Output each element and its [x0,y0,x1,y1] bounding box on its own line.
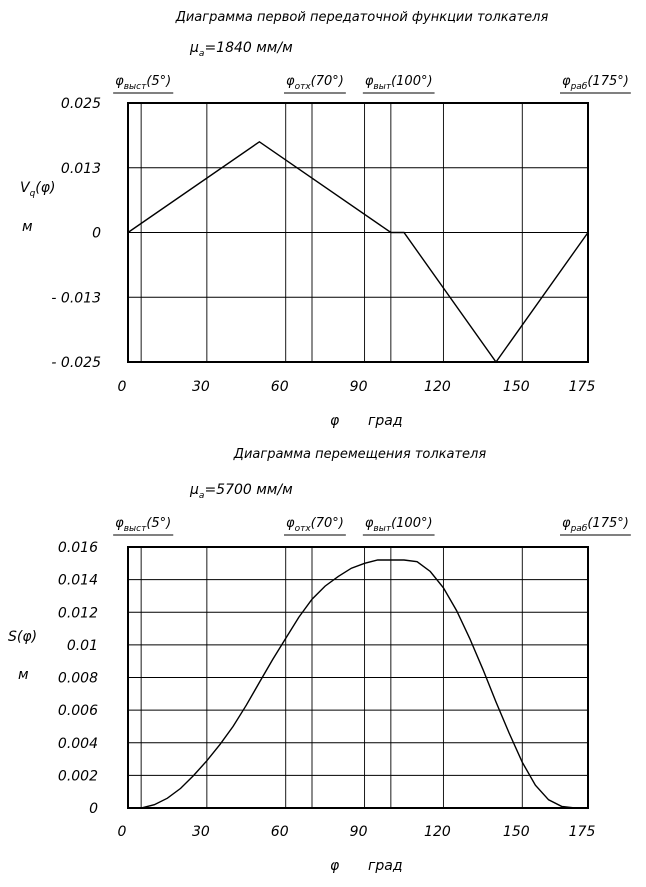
x-tick-label: 0 [117,379,127,395]
phase-label [562,74,629,92]
phase-symbol: φ [364,516,374,531]
x-tick-label: 60 [270,824,289,840]
phase-value: (175°) [587,516,629,531]
phase-symbol: φ [286,516,295,531]
y-tick-label: 0 [89,801,98,817]
y-tick-label: 0.002 [57,768,98,785]
y-tick-label: 0 [92,225,101,242]
phase-label [562,516,629,534]
chart-1 [20,10,631,429]
y-tick-label: 0.016 [57,540,98,556]
phase-label [115,74,171,92]
x-tick-label: 120 [424,379,451,395]
scale-label [189,40,293,59]
series-line [128,142,588,362]
y-label-argument: (φ) [16,629,38,645]
phase-value: (5°) [146,74,172,89]
phase-symbol: φ [115,516,124,531]
x-tick-label: 175 [568,379,596,395]
phase-value: (100°) [391,74,433,89]
y-axis-label [20,180,55,199]
phase-subscript: выст [123,82,147,92]
y-tick-label: 0.014 [57,572,98,589]
scale-subscript: a [198,491,205,501]
phase-subscript: раб [570,524,588,534]
y-tick-label: - 0.025 [51,355,101,371]
y-tick-label: 0.008 [57,670,98,687]
x-axis-unit: град [368,858,403,874]
phase-subscript: выт [373,82,392,92]
phase-value: (5°) [146,516,172,531]
y-tick-label: 0.006 [57,703,98,720]
y-axis-label [8,629,37,645]
y-tick-label: - 0.013 [51,290,101,307]
x-axis-unit: град [368,413,403,429]
y-tick-label: 0.004 [57,735,98,752]
phase-symbol: φ [562,74,571,89]
y-axis-unit: м [18,667,29,683]
phase-label [365,74,433,92]
x-tick-label: 90 [349,379,368,395]
x-tick-label: 175 [568,824,596,840]
y-tick-label: 0.01 [66,637,98,654]
x-tick-label: 60 [270,379,289,395]
phase-subscript: выст [123,524,147,534]
phase-value: (175°) [587,74,629,89]
y-label-argument: (φ) [35,180,56,196]
chart-title: Диаграмма первой передаточной функции толкателя [175,10,549,25]
y-axis-unit: м [22,219,33,235]
x-tick-label: 150 [502,824,530,840]
phase-subscript: отх [294,82,311,92]
scale-value: =1840 мм/м [204,40,293,56]
chart-title: Диаграмма перемещения толкателя [233,447,487,462]
phase-subscript: отх [294,524,311,534]
y-label-symbol: V [20,180,30,196]
y-label-symbol: S [8,629,17,645]
phase-symbol: φ [115,74,124,89]
x-tick-label: 120 [424,824,451,840]
y-tick-label: 0.025 [60,96,101,112]
phase-subscript: раб [570,82,588,92]
phase-symbol: φ [562,516,571,531]
phase-label [286,516,344,534]
phase-value: (70°) [310,74,344,89]
x-axis-label: φ [330,413,340,429]
phase-label [286,74,344,92]
phase-label [365,516,433,534]
scale-symbol: μ [190,482,199,498]
x-tick-label: 90 [349,824,368,840]
scale-symbol: μ [190,40,199,56]
phase-subscript: выт [373,524,392,534]
scale-value: =5700 мм/м [204,482,293,498]
phase-symbol: φ [286,74,295,89]
series-line [128,560,588,808]
scale-subscript: a [198,49,205,59]
y-tick-label: 0.012 [57,605,98,622]
x-tick-label: 0 [117,824,127,840]
phase-symbol: φ [364,74,374,89]
x-tick-label: 30 [191,379,210,395]
x-axis-label: φ [330,858,340,874]
y-tick-label: 0.013 [60,160,101,177]
x-tick-label: 30 [191,824,210,840]
chart-2 [8,447,631,874]
y-label-subscript: q [29,189,36,199]
scale-label [189,482,293,501]
x-tick-label: 150 [502,379,530,395]
phase-value: (70°) [310,516,344,531]
phase-value: (100°) [391,516,433,531]
phase-label [115,516,171,534]
